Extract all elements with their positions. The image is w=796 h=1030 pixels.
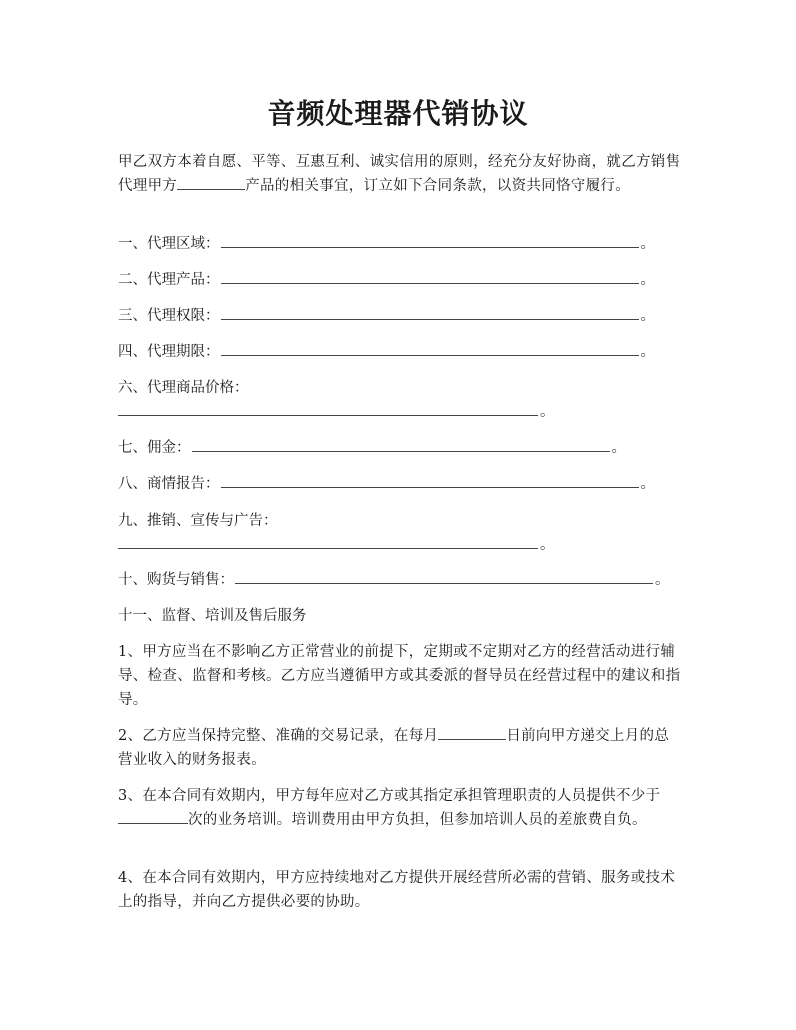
item-product <box>118 268 655 292</box>
item-report-label: 八、商情报告： <box>118 476 220 492</box>
item-report <box>118 472 655 496</box>
item-region <box>118 232 655 256</box>
end-mark: 。 <box>640 476 655 492</box>
day-blank <box>438 724 506 740</box>
period-blank <box>221 340 639 356</box>
item-authority-label: 三、代理权限： <box>118 308 220 324</box>
price-blank <box>118 400 538 416</box>
item-supervision-label: 十一、监督、培训及售后服务 <box>118 608 307 624</box>
promotion-blank <box>118 533 538 549</box>
clause-3-before: 3、在本合同有效期内，甲方每年应对乙方或其指定承担管理职责的人员提供不少于 <box>118 788 661 804</box>
end-mark: 。 <box>540 537 555 553</box>
end-mark: 。 <box>640 272 655 288</box>
item-authority <box>118 304 655 328</box>
end-mark: 。 <box>640 308 655 324</box>
item-product-label: 二、代理产品： <box>118 272 220 288</box>
item-commission <box>118 436 626 460</box>
item-period <box>118 340 655 364</box>
item-price <box>118 376 249 400</box>
intro-text-before: 甲乙双方本着自愿、平等、互惠互利、诚实信用的原则，经充分友好协商，就乙方销售代理甲方 <box>118 154 681 194</box>
purchase-blank <box>235 568 653 584</box>
authority-blank <box>221 304 639 320</box>
item-period-label: 四、代理期限： <box>118 344 220 360</box>
item-promotion-label: 九、推销、宣传与广告： <box>118 513 278 529</box>
end-mark: 。 <box>640 344 655 360</box>
clause-3 <box>118 784 683 832</box>
clause-1: 1、甲方应当在不影响乙方正常营业的前提下，定期或不定期对乙方的经营活动进行辅导、检查、监督和考核。乙方应当遵循甲方或其委派的督导员在经营过程中的建议和指导。 <box>118 644 681 708</box>
item-purchase <box>118 568 670 592</box>
intro-text-after: 产品的相关事宜，订立如下合同条款，以资共同恪守履行。 <box>245 178 631 194</box>
clause-3-after: 次的业务培训。培训费用由甲方负担，但参加培训人员的差旅费自负。 <box>188 812 647 828</box>
item-price-label: 六、代理商品价格： <box>118 380 249 396</box>
end-mark: 。 <box>640 236 655 252</box>
item-promotion-line <box>118 533 555 557</box>
item-commission-label: 七、佣金： <box>118 440 191 456</box>
report-blank <box>221 472 639 488</box>
clause-2-after: 日前向甲方递交上月的总营业收入的财务报表。 <box>118 728 670 768</box>
clause-4: 4、在本合同有效期内，甲方应持续地对乙方提供开展经营所必需的营销、服务或技术上的指导，并向乙方提供必要的协助。 <box>118 870 676 910</box>
product-line-blank <box>221 268 639 284</box>
intro-paragraph <box>118 150 683 198</box>
item-price-line <box>118 400 555 424</box>
document-title: 音频处理器代销协议 <box>267 97 529 130</box>
region-blank <box>221 232 639 248</box>
end-mark: 。 <box>655 572 670 588</box>
commission-blank <box>192 436 610 452</box>
end-mark: 。 <box>611 440 626 456</box>
item-region-label: 一、代理区域： <box>118 236 220 252</box>
clause-2-before: 2、乙方应当保持完整、准确的交易记录，在每月 <box>118 728 439 744</box>
product-blank <box>177 174 245 190</box>
item-purchase-label: 十、购货与销售： <box>118 572 234 588</box>
end-mark: 。 <box>540 404 555 420</box>
item-supervision <box>118 604 307 628</box>
training-times-blank <box>118 808 188 824</box>
clause-2 <box>118 724 683 772</box>
item-promotion <box>118 509 278 533</box>
